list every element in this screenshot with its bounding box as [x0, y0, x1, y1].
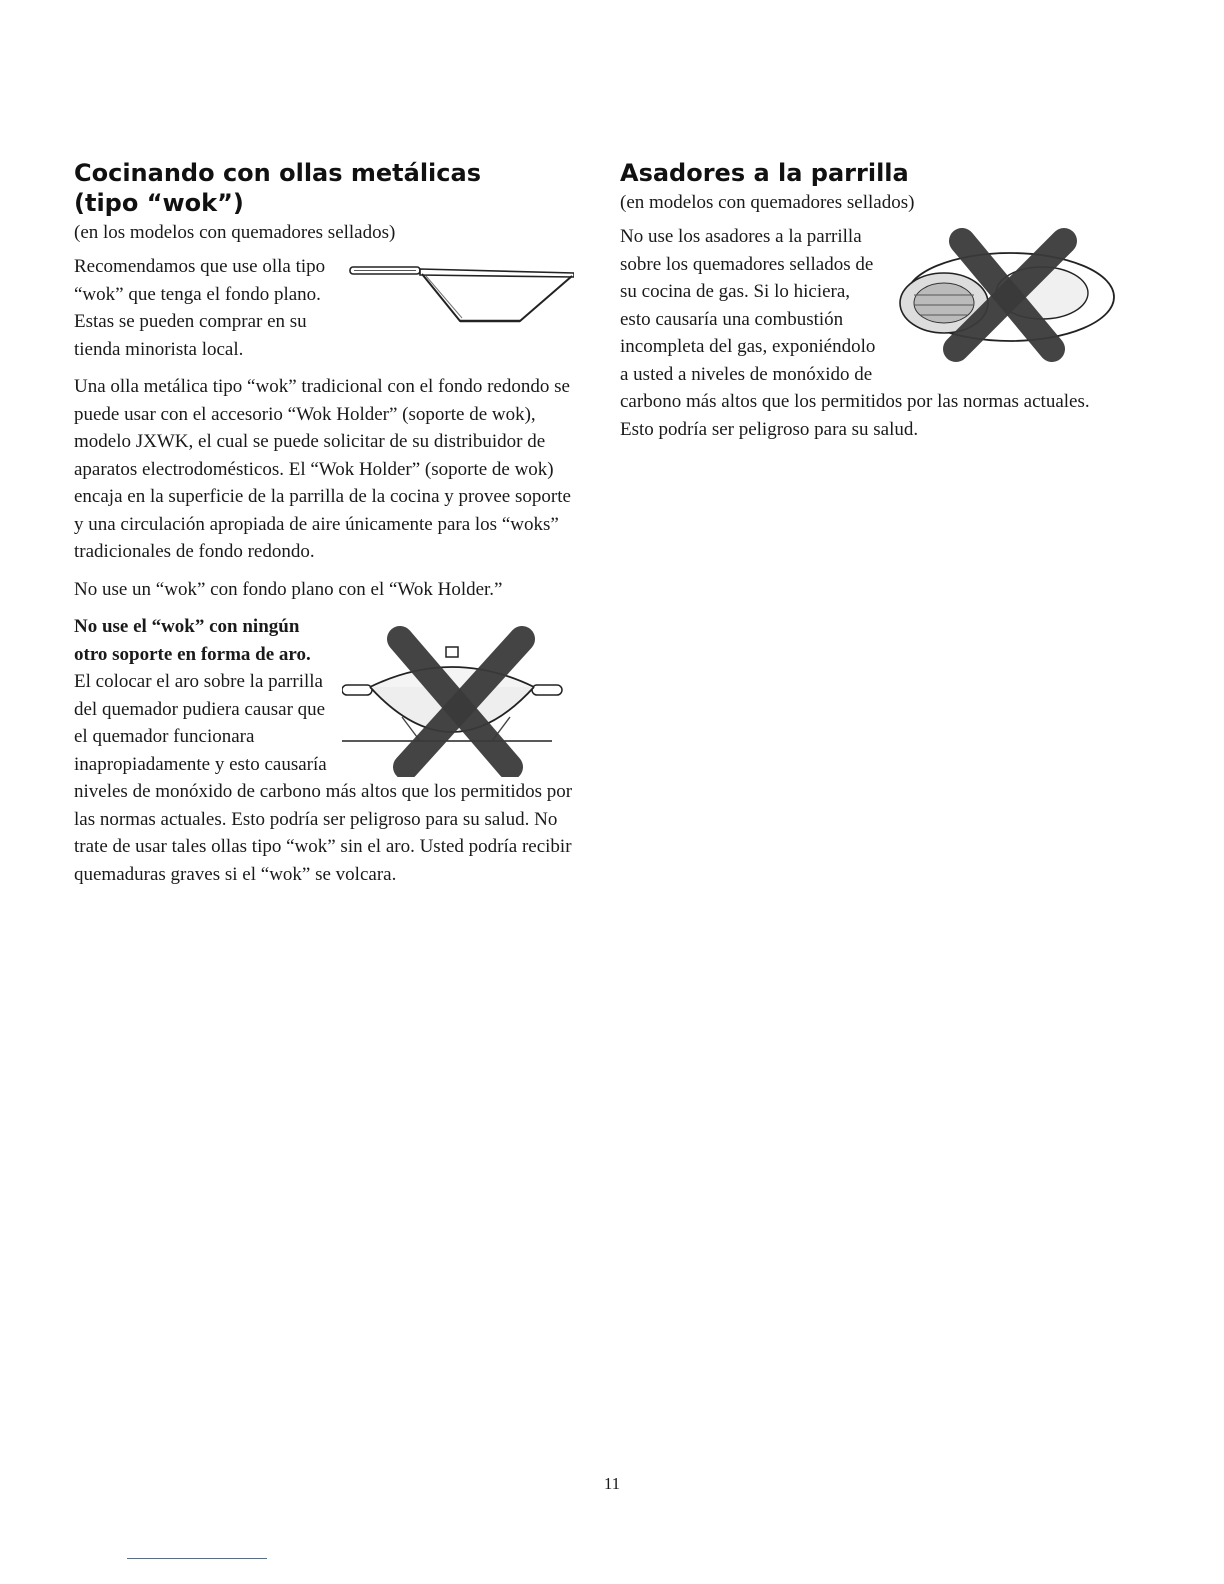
grill-on-burner-crossed-icon — [892, 225, 1120, 365]
right-column — [620, 158, 1120, 453]
grill-section-title: Asadores a la parrilla — [620, 159, 909, 187]
wok-title-line-1: Cocinando con ollas metálicas — [74, 159, 481, 187]
wok-on-ring-crossed-icon — [342, 617, 574, 777]
wok-paragraph-2: Una olla metálica tipo “wok” tradicional con el fondo redondo se puede usar con el accesorio “Wok Holder” (soporte de wok), modelo JXWK, el cual se puede solicitar de su distribuidor de aparatos electrodomésticos. El “Wok Holder” (soporte de wok) encaja en la superficie de la parrilla de la cocina y provee soporte y una circulación apropiada de aire únicamente para los “woks” tradicionales de fondo redondo. — [74, 376, 571, 562]
wok-paragraph-1: Recomendamos que use olla tipo “wok” que tenga el fondo plano. Estas se pueden comprar en su tienda minorista local. — [74, 256, 326, 360]
flat-bottom-wok-icon — [342, 257, 574, 347]
wok-warning-text: El colocar el aro sobre la parrilla del quemador pudiera causar que el quemador funcionara inapropiadamente y esto causaría niveles de monóxido de carbono más altos que los permitidos por las normas actuales. Esto podría ser peligroso para su salud. No trate de usar tales ollas tipo “wok” sin el aro. Usted podría recibir quemaduras graves si el “wok” se volcara. — [74, 671, 573, 885]
footer-rule — [127, 1558, 267, 1559]
wok-paragraph-3: No use un “wok” con fondo plano con el “Wok Holder.” — [74, 578, 503, 600]
left-column — [74, 158, 574, 898]
wok-ring-figure — [342, 617, 574, 777]
grill-subtitle: (en modelos con quemadores sellados) — [620, 192, 915, 213]
page-number: 11 — [603, 1474, 621, 1493]
wok-warning-bold: No use el “wok” con ningún otro soporte en forma de aro. — [74, 616, 311, 665]
wok-section-title — [74, 158, 574, 218]
flat-wok-figure — [342, 257, 574, 347]
grill-paragraph: No use los asadores a la parrilla sobre los quemadores sellados de su cocina de gas. Si lo hiciera, esto causaría una combustión incompleta del gas, exponiéndolo a usted a niveles de monóxido de carbono más altos que los permitidos por las normas actuales. Esto podría ser peligroso para su salud. — [620, 226, 1090, 440]
wok-subtitle: (en los modelos con quemadores sellados) — [74, 222, 396, 243]
grill-figure — [892, 225, 1120, 365]
wok-title-line-2: (tipo “wok”) — [74, 189, 244, 217]
